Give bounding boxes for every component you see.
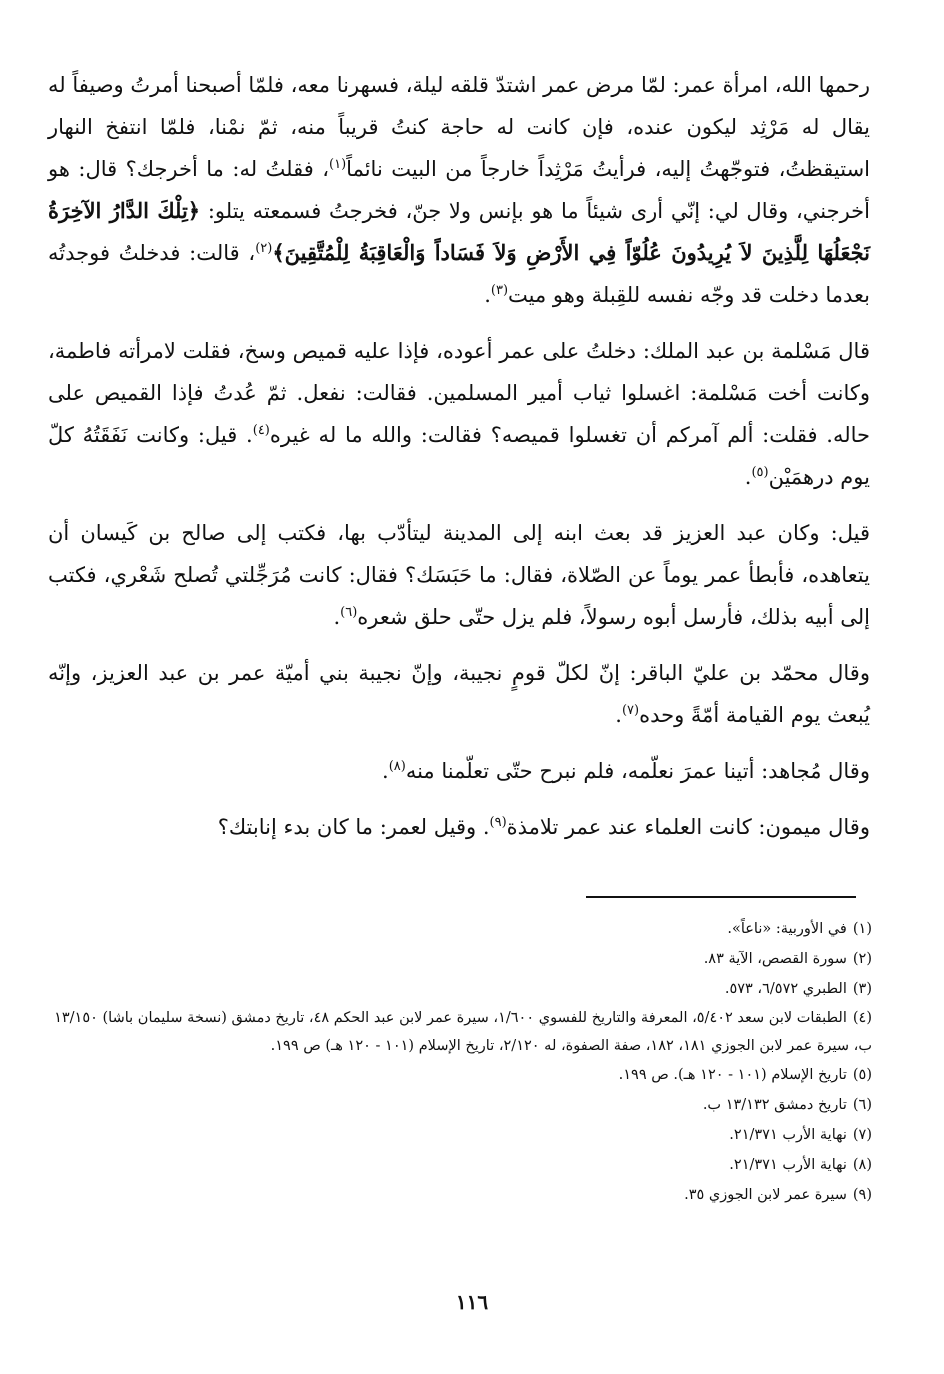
quran-verse: ﴿تِلْكَ الدَّارُ الآخِرَةُ نَجْعَلُهَا لِلَّذِينَ لاَ يُرِيدُونَ عُلُوّاً فِي الأَرْضِ وَلاَ فَسَاداً وَالْعَاقِبَةُ لِلْمُتَّقِينَ﴾ — [48, 198, 870, 265]
footnote-text: الطبري ٦/٥٧٢، ٥٧٣. — [724, 981, 847, 997]
paragraph-text: . قيل: وكانت نَفَقَتُهُ كلّ يوم درهمَيْن — [48, 423, 870, 489]
footnote-ref: (٦) — [340, 605, 358, 620]
paragraph-text: . — [333, 605, 341, 629]
footnote-number: (٨) — [852, 1157, 872, 1173]
paragraph-text: وقال مُجاهد: أتينا عمرَ نعلّمه، فلم نبرح حتّى تعلّمنا منه — [405, 759, 870, 783]
paragraph-text: رحمها الله، امرأة عمر: لمّا مرض عمر اشتدّ قلقه ليلة، فسهرنا معه، فلمّا أصبحنا أمرتُ وصيفاً له يقال له مَرْثِد ليكون عنده، فإن كانت له حاجة كنتُ قريباً منه، ثمّ نمْنا، فلمّا انتفخ النهار استيقظتُ، فتوجّهتُ إليه، فرأيتُ مَرْثِداً خارجاً من البيت نائماً — [48, 73, 870, 181]
paragraph-5 — [48, 750, 870, 792]
paragraph-text: قيل: وكان عبد العزيز قد بعث ابنه إلى المدينة ليتأدّب بها، فكتب إلى صالح بن كَيسان أن يتعاهده، فأبطأ عمر يوماً عن الصّلاة، فقال: ما حَبَسَك؟ فقال: كانت مُرَجِّلتي تُصلح شَعْري، فكتب إلى أبيه بذلك، فأرسل أبوه رسولاً، فلم يزل حتّى حلق شعره — [48, 521, 870, 629]
paragraph-text: . — [744, 465, 752, 489]
footnote-ref: (٣) — [490, 283, 509, 298]
footnote-ref: (٨) — [388, 759, 406, 774]
footnote-number: (٢) — [852, 951, 872, 967]
footnote-text: تاريخ الإسلام (١٠١ - ١٢٠ هـ). ص ١٩٩. — [618, 1067, 847, 1083]
main-text — [48, 64, 870, 862]
footnote-ref: (٩) — [489, 815, 507, 830]
footnote-text: في الأوربية: «ناعاً». — [727, 921, 847, 937]
paragraph-text: قال مَسْلمة بن عبد الملك: دخلتُ على عمر أعوده، فإذا عليه قميص وسخ، فقلت لامرأته فاطمة، وكانت أخت مَسْلمة: اغسلوا ثياب أمير المسلمين. فقالت: نفعل. ثمّ عُدتُ فإذا القميص على حاله. فقلت: ألم آمركم أن تغسلوا قميصه؟ فقالت: والله ما له غيره — [48, 339, 870, 447]
footnote-item — [52, 944, 872, 974]
footnote-text: سيرة عمر لابن الجوزي ٣٥. — [684, 1187, 847, 1203]
footnote-text: نهاية الأرب ٢١/٣٧١. — [729, 1157, 847, 1173]
footnote-item — [52, 1090, 872, 1120]
paragraph-text: ، فقلتُ له: ما أخرجك؟ قال: هو أخرجني، وقال لي: إنّي أرى شيئاً ما هو بإنس ولا جنّ، فخرجتُ فسمعته يتلو: — [48, 157, 870, 223]
footnote-number: (٧) — [852, 1127, 872, 1143]
paragraph-6 — [48, 806, 870, 848]
paragraph-2 — [48, 330, 870, 498]
footnote-number: (٩) — [852, 1187, 872, 1203]
footnote-item — [52, 1004, 872, 1060]
footnote-text: نهاية الأرب ٢١/٣٧١. — [729, 1127, 847, 1143]
paragraph-text: ، قالت: فدخلتُ فوجدتُه بعدما دخلت قد وجّه نفسه للقِبلة وهو ميت — [48, 241, 870, 307]
paragraph-text: . — [484, 283, 491, 307]
page-number: ١١٦ — [455, 1290, 489, 1314]
paragraph-3 — [48, 512, 870, 638]
paragraph-text: . وقيل لعمر: ما كان بدء إنابتك؟ — [217, 815, 490, 839]
footnote-item — [52, 914, 872, 944]
paragraph-text: . — [615, 703, 622, 727]
footnote-item — [52, 1120, 872, 1150]
footnote-number: (٥) — [852, 1067, 872, 1083]
footnote-item — [52, 1060, 872, 1090]
footnote-ref: (٥) — [751, 465, 769, 480]
footnote-number: (٦) — [852, 1097, 872, 1113]
paragraph-text: وقال ميمون: كانت العلماء عند عمر تلامذة — [506, 815, 870, 839]
footnote-item — [52, 1150, 872, 1180]
footnote-number: (٣) — [852, 981, 872, 997]
footnote-ref: (٧) — [621, 703, 640, 718]
footnote-item — [52, 1180, 872, 1210]
footnote-ref: (٢) — [255, 241, 273, 256]
footnote-number: (٤) — [852, 1010, 872, 1026]
paragraph-text: . — [382, 759, 389, 783]
paragraph-4 — [48, 652, 870, 736]
footnote-number: (١) — [852, 921, 872, 937]
footnote-text: تاريخ دمشق ١٣/١٣٢ ب. — [702, 1097, 847, 1113]
footnote-text: سورة القصص، الآية ٨٣. — [703, 951, 847, 967]
paragraph-1 — [48, 64, 870, 316]
footnote-separator — [586, 896, 856, 898]
footnotes-list — [52, 914, 872, 1210]
footnote-text: الطبقات لابن سعد ٥/٤٠٢، المعرفة والتاريخ للفسوي ١/٦٠٠، سيرة عمر لابن عبد الحكم ٤٨، تاريخ دمشق (نسخة سليمان باشا) ١٣/١٥٠ ب، سيرة عمر لابن الجوزي ١٨١، ١٨٢، صفة الصفوة، له ٢/١٢٠، تاريخ الإسلام (١٠١ - ١٢٠ هـ) ص ١٩٩. — [54, 1010, 872, 1054]
footnote-item — [52, 974, 872, 1004]
footnote-ref: (٤) — [252, 423, 270, 438]
footnote-ref: (١) — [329, 157, 347, 172]
paragraph-text: وقال محمّد بن عليّ الباقر: إنّ لكلّ قومٍ نجيبة، وإنّ نجيبة بني أميّة عمر بن عبد العزيز، وإنّه يُبعث يوم القيامة أمّةً وحده — [48, 661, 870, 727]
